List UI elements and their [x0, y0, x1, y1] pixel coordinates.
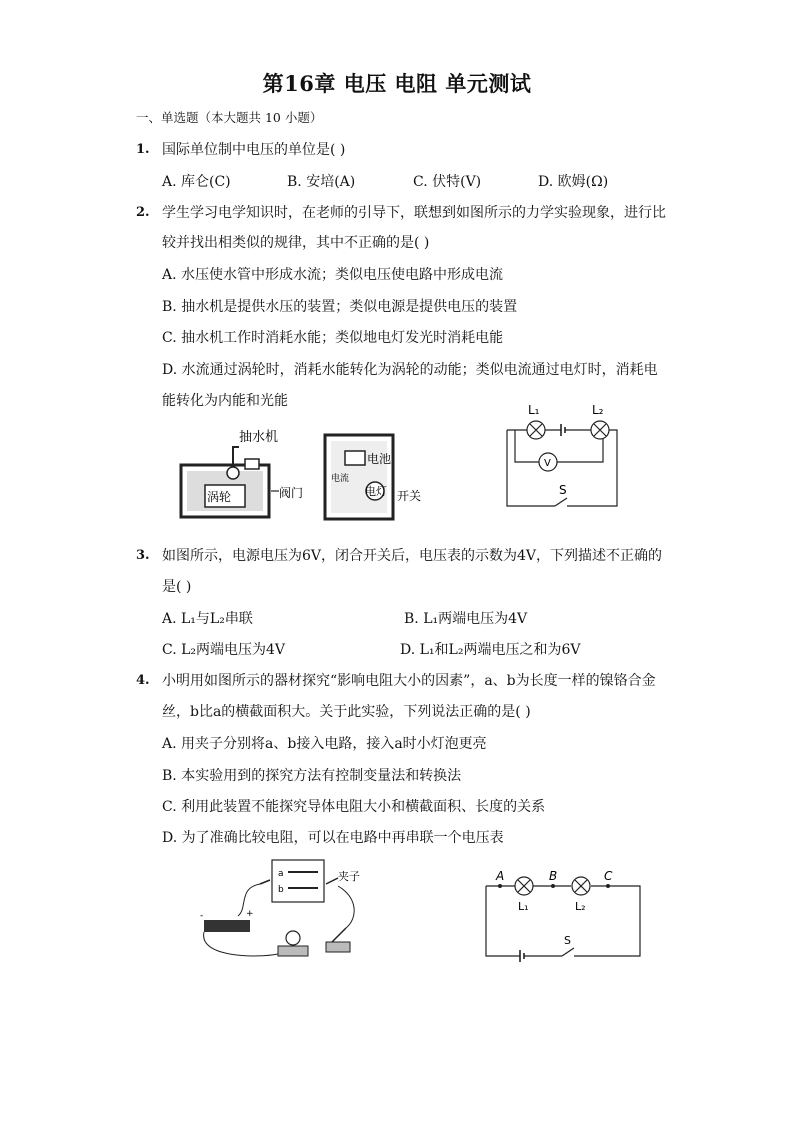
- l2-label: L₂: [575, 900, 586, 913]
- valve-block: [245, 459, 259, 469]
- turbine-label: 涡轮: [207, 490, 232, 504]
- node-c-label: C: [604, 869, 613, 883]
- node-a: [498, 884, 502, 888]
- knife-switch-icon: [332, 928, 346, 942]
- l2-label: L₂: [592, 403, 604, 417]
- question-number: 1.: [136, 142, 150, 157]
- question-number: 3.: [136, 548, 150, 563]
- option-c: C. 抽水机工作时消耗水能；类似地电灯发光时消耗电能: [162, 330, 504, 346]
- option-d: D. 为了准确比较电阻，可以在电路中再串联一个电压表: [162, 830, 504, 846]
- clip-icon: [326, 878, 338, 884]
- switch-icon: [555, 498, 567, 506]
- question-stem-line1: 如图所示，电源电压为6V，闭合开关后，电压表的示数为4V，下列描述不正确的: [162, 548, 663, 564]
- wire-a-label: a: [278, 869, 284, 879]
- question-stem-line2: 较并找出相类似的规律，其中不正确的是( ): [162, 235, 430, 251]
- option-a: A. 用夹子分别将a、b接入电路，接入a时小灯泡更亮: [162, 736, 487, 752]
- current-label: 电流: [331, 474, 350, 484]
- question-number: 4.: [136, 673, 150, 688]
- option-d: D. L₁和L₂两端电压之和为6V: [400, 642, 581, 658]
- l1-label: L₁: [518, 900, 529, 913]
- clip-icon-left: [260, 880, 270, 884]
- small-bulb-icon: [286, 931, 300, 945]
- question-stem-line2: 丝，b比a的横截面积大。关于此实验，下列说法正确的是( ): [162, 704, 531, 720]
- circuit-diagram-1: [495, 400, 625, 512]
- wire-b-label: b: [278, 885, 284, 895]
- wire-bottom-left: [486, 886, 562, 956]
- voltmeter-label: V: [544, 458, 551, 469]
- section-heading: 一、单选题（本大题共 10 小题）: [136, 110, 323, 125]
- wire-board: [272, 860, 324, 902]
- page-title: 第16章 电压 电阻 单元测试: [262, 71, 532, 96]
- circuit-diagram-2: [480, 868, 650, 966]
- option-d: D. 欧姆(Ω): [538, 174, 609, 190]
- plus-sign: +: [246, 909, 254, 919]
- question-stem-line1: 学生学习电学知识时，在老师的引导下，联想到如图所示的力学实验现象，进行比: [162, 205, 666, 221]
- battery-box: [345, 451, 365, 465]
- switch-icon: [562, 948, 574, 956]
- lamp-label: 电灯: [365, 485, 387, 498]
- lead-wire-bottom: [204, 932, 278, 956]
- switch-base: [326, 942, 350, 952]
- question-stem-line1: 小明用如图所示的器材探究“影响电阻大小的因素”，a、b为长度一样的镍铬合金: [162, 673, 656, 689]
- battery-icon: [520, 950, 524, 962]
- battery-pack: [204, 920, 250, 932]
- node-b: [551, 884, 555, 888]
- option-a: A. L₁与L₂串联: [162, 611, 253, 627]
- l1-label: L₁: [528, 403, 540, 417]
- option-d: D. 水流通过涡轮时，消耗水能转化为涡轮的动能；类似电流通过电灯时，消耗电: [162, 362, 658, 378]
- option-d-continued: 能转化为内能和光能: [162, 393, 288, 409]
- node-a-label: A: [496, 869, 505, 883]
- switch-label: S: [559, 483, 567, 497]
- valve-label: 阀门: [279, 486, 304, 500]
- option-c: C. 利用此装置不能探究导体电阻大小和横截面积、长度的关系: [162, 799, 546, 815]
- switch-label: S: [564, 934, 571, 947]
- option-b: B. L₁两端电压为4V: [404, 611, 528, 627]
- water-circuit-analogy-figure: [175, 425, 422, 525]
- node-c: [606, 884, 610, 888]
- battery-icon: [561, 424, 565, 436]
- option-b: B. 本实验用到的探究方法有控制变量法和转换法: [162, 768, 462, 784]
- node-b-label: B: [549, 869, 558, 883]
- minus-sign: -: [200, 911, 204, 921]
- lead-wire-right: [338, 886, 354, 928]
- option-a: A. 水压使水管中形成水流；类似电压使电路中形成电流: [162, 267, 504, 283]
- option-c: C. L₂两端电压为4V: [162, 642, 286, 658]
- option-c: C. 伏特(V): [413, 174, 482, 190]
- lamp-base: [278, 946, 308, 956]
- pump-wheel: [227, 467, 239, 479]
- battery-label: 电池: [367, 452, 392, 466]
- resistance-experiment-figure: [198, 858, 378, 968]
- switch-label: 开关: [397, 489, 422, 503]
- option-b: B. 安培(A): [287, 174, 356, 190]
- question-stem-line2: 是( ): [162, 579, 192, 595]
- question-number: 2.: [136, 205, 150, 220]
- option-b: B. 抽水机是提供水压的装置；类似电源是提供电压的装置: [162, 299, 518, 315]
- clip-label: 夹子: [338, 870, 360, 883]
- question-stem: 国际单位制中电压的单位是( ): [162, 142, 346, 158]
- option-a: A. 库仑(C): [162, 174, 231, 190]
- wire-top: [486, 886, 640, 956]
- pump-label: 抽水机: [239, 430, 279, 445]
